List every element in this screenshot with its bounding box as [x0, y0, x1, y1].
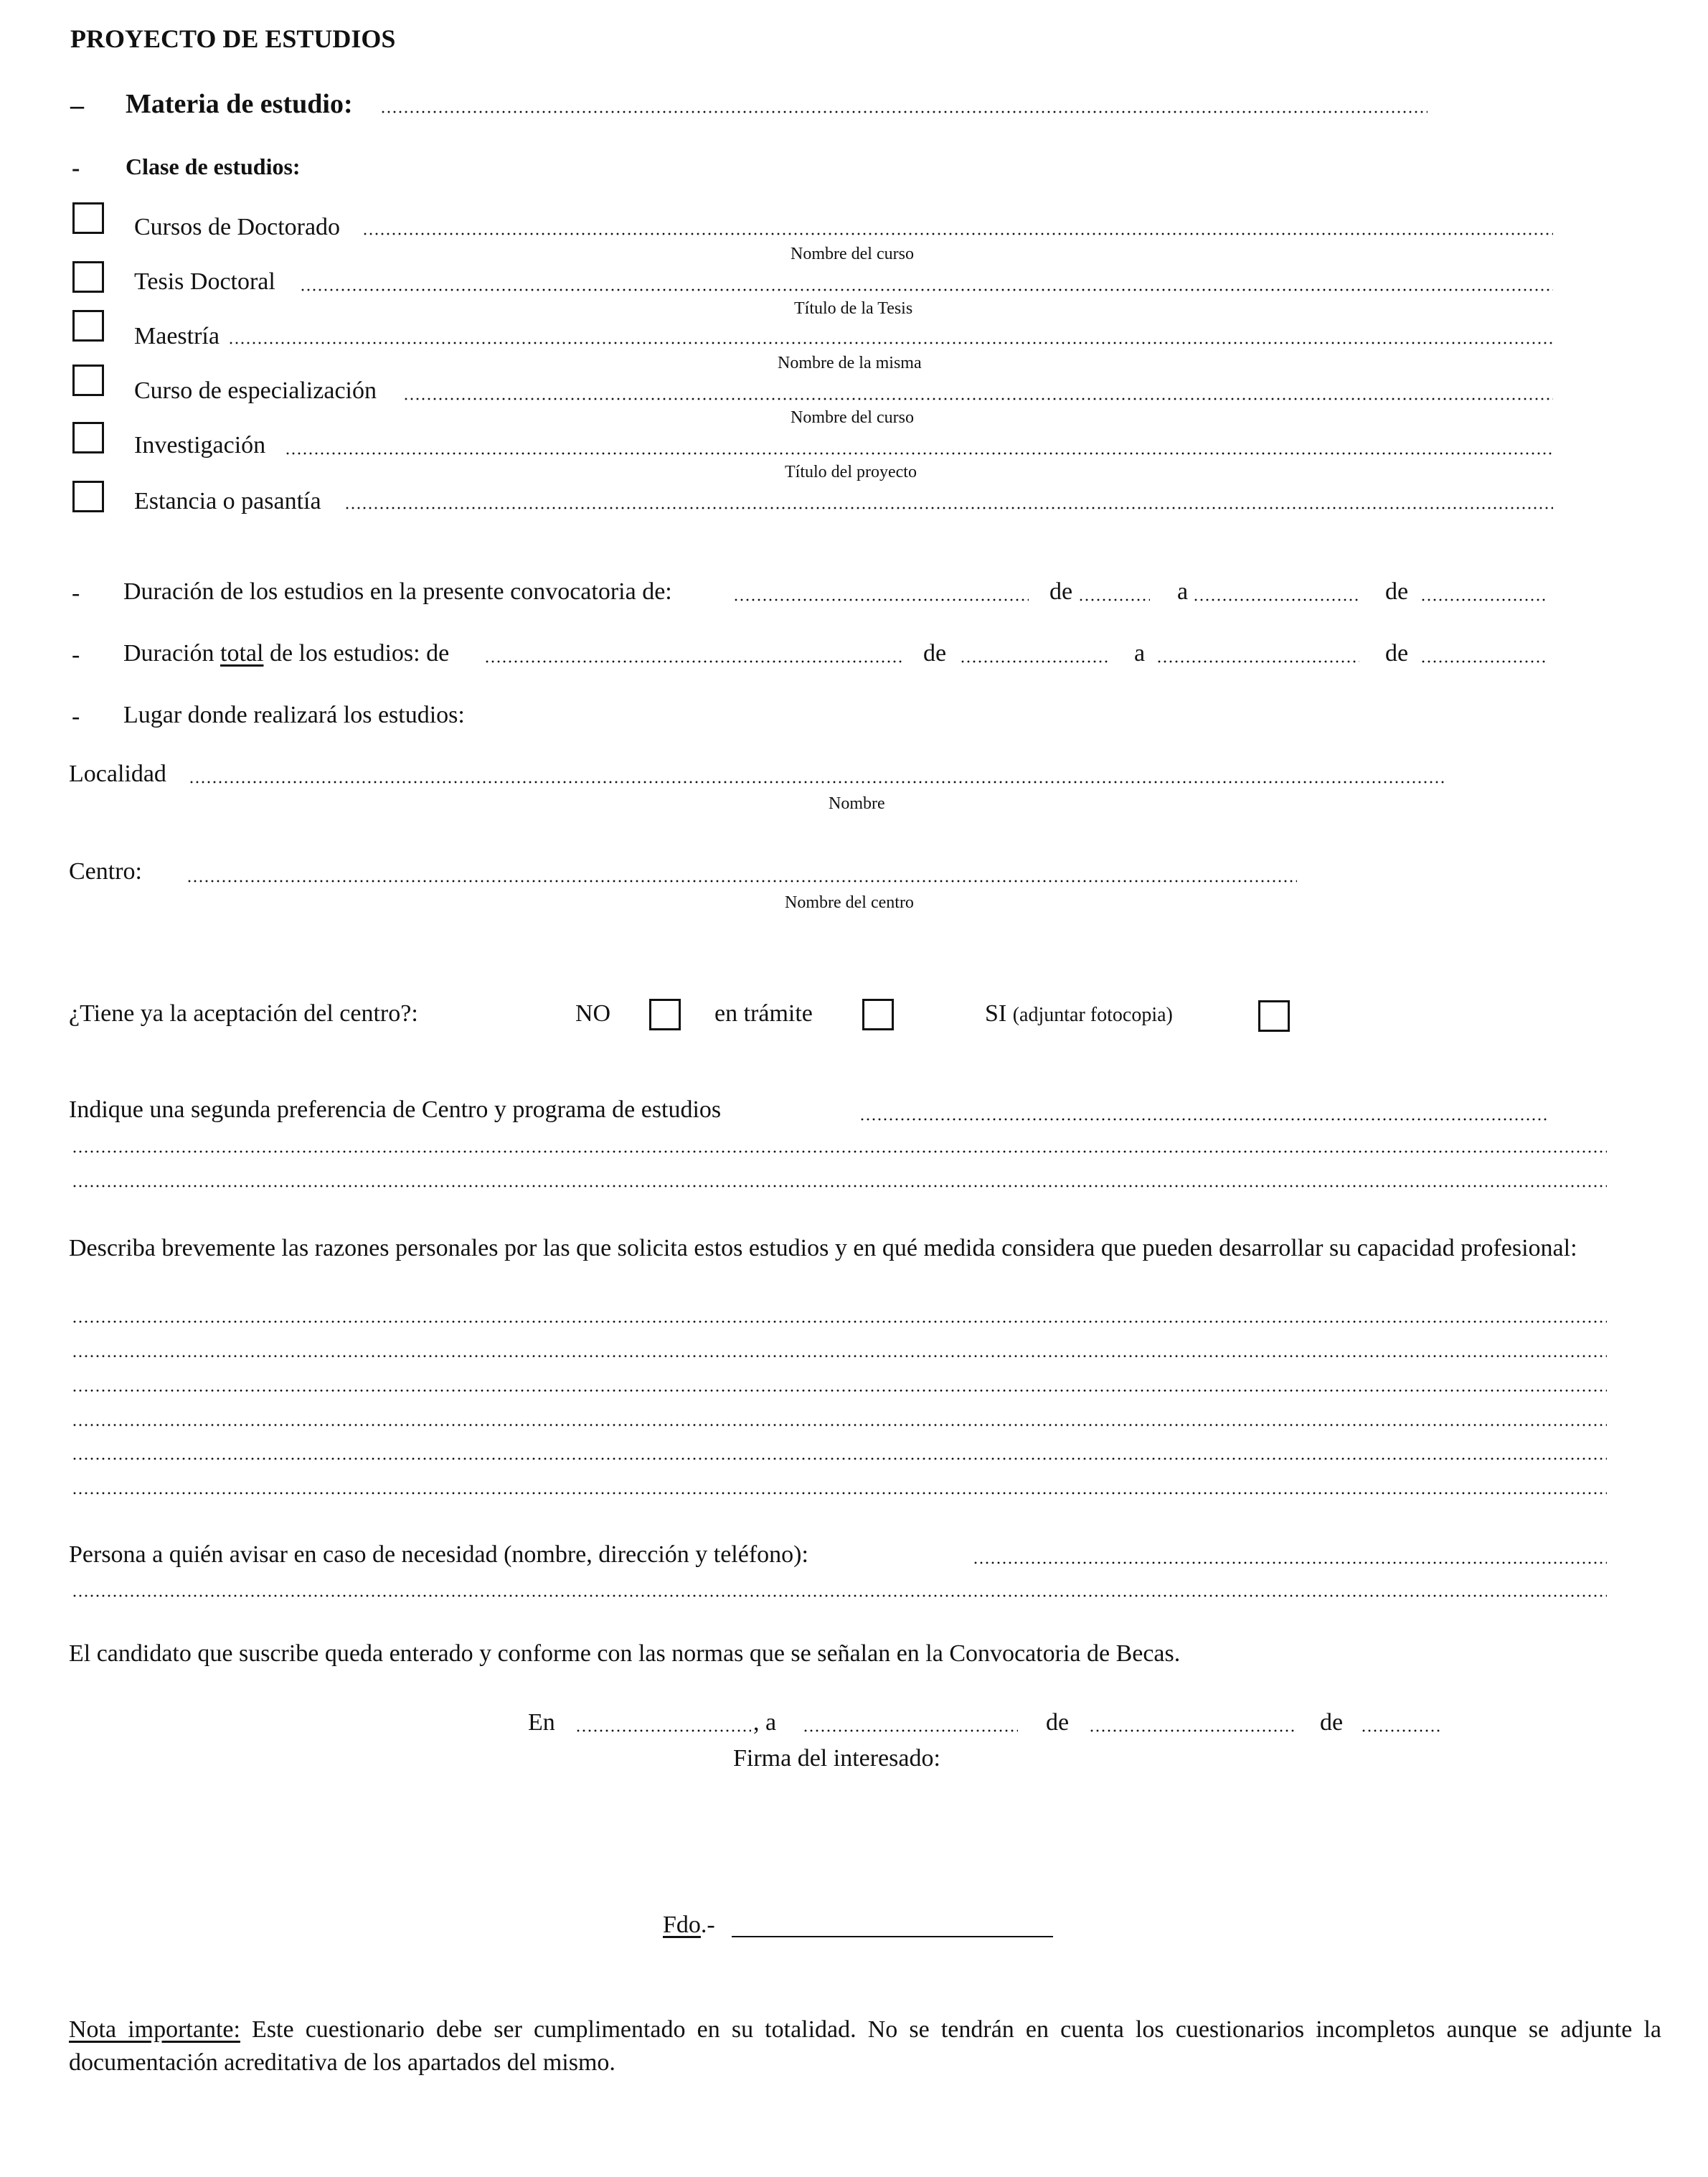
centro-field[interactable]	[187, 880, 1297, 883]
cursos-doctorado-field[interactable]	[362, 232, 1553, 235]
aceptacion-si-note: (adjuntar fotocopia)	[1012, 1004, 1173, 1026]
firma-de2: de	[1320, 1709, 1344, 1736]
localidad-label: Localidad	[69, 761, 166, 787]
duracion-total-bullet: -	[72, 641, 80, 668]
clase-bullet: -	[72, 155, 80, 182]
option-label-maestria: Maestría	[134, 323, 220, 349]
investigacion-field[interactable]	[285, 452, 1553, 455]
duracion-total-label: Duración total de los estudios: de	[123, 640, 450, 667]
option-label-curso-especializacion: Curso de especialización	[134, 377, 377, 404]
fdo-label: Fdo.-	[663, 1912, 715, 1938]
firma-de1: de	[1046, 1709, 1070, 1736]
firma-comma-a: , a	[753, 1709, 777, 1736]
lugar-bullet: -	[72, 703, 80, 730]
checkbox-aceptacion-si[interactable]	[1258, 1000, 1290, 1032]
page-title: PROYECTO DE ESTUDIOS	[70, 24, 396, 53]
contacto-field-1[interactable]	[973, 1561, 1607, 1564]
lugar-label: Lugar donde realizará los estudios:	[123, 702, 465, 728]
nota-text: Nota importante: Este cuestionario debe ser cumplimentado en su totalidad. No se tendrán en cuenta los cuestionarios incompletos aunque se adjunte la documentación acreditativa de los apartados del mismo.	[69, 2016, 1661, 2076]
hint-nombre-curso-2: Nombre del curso	[791, 408, 914, 427]
razones-field-3[interactable]	[72, 1389, 1607, 1392]
option-label-tesis-doctoral: Tesis Doctoral	[134, 268, 275, 295]
aceptacion-no-label: NO	[575, 1000, 611, 1027]
duracion-presente-a: a	[1177, 578, 1189, 605]
duracion-presente-de2-field[interactable]	[1420, 598, 1547, 601]
materia-field[interactable]	[380, 111, 1428, 113]
duracion-presente-bullet: -	[72, 580, 80, 606]
hint-titulo-proyecto: Título del proyecto	[785, 463, 917, 481]
curso-especializacion-field[interactable]	[403, 398, 1553, 400]
checkbox-curso-especializacion[interactable]	[72, 365, 104, 396]
duracion-total-de1-field[interactable]	[960, 660, 1110, 663]
maestria-field[interactable]	[228, 342, 1553, 344]
tesis-doctoral-field[interactable]	[300, 288, 1553, 291]
checkbox-tesis-doctoral[interactable]	[72, 261, 104, 293]
aceptacion-question: ¿Tiene ya la aceptación del centro?:	[69, 1000, 418, 1027]
contacto-label: Persona a quién avisar en caso de necesidad (nombre, dirección y teléfono):	[69, 1541, 808, 1568]
checkbox-aceptacion-tramite[interactable]	[862, 999, 894, 1030]
firma-label: Firma del interesado:	[733, 1745, 940, 1772]
aceptacion-tramite-label: en trámite	[714, 1000, 813, 1027]
duracion-total-a-field[interactable]	[1156, 660, 1359, 663]
duracion-presente-de2: de	[1385, 578, 1409, 605]
hint-nombre-misma: Nombre de la misma	[778, 354, 922, 372]
option-label-investigacion: Investigación	[134, 432, 266, 459]
firma-mes-field[interactable]	[1089, 1729, 1296, 1732]
segunda-preferencia-field-3[interactable]	[72, 1185, 1607, 1188]
localidad-field[interactable]	[189, 781, 1444, 784]
firma-en: En	[528, 1709, 555, 1736]
duracion-total-de2-field[interactable]	[1420, 660, 1547, 663]
duracion-total-underlined: total	[220, 640, 264, 667]
segunda-preferencia-label: Indique una segunda preferencia de Centro y programa de estudios	[69, 1096, 722, 1123]
materia-bullet: –	[70, 90, 84, 121]
estancia-pasantia-field[interactable]	[344, 507, 1553, 509]
aceptacion-si-label: SI (adjuntar fotocopia)	[985, 1000, 1173, 1027]
duracion-total-de-field[interactable]	[484, 660, 902, 663]
checkbox-estancia-pasantia[interactable]	[72, 481, 104, 512]
hint-nombre: Nombre	[829, 794, 885, 813]
firma-line[interactable]	[732, 1936, 1053, 1937]
razones-field-6[interactable]	[72, 1492, 1607, 1495]
checkbox-cursos-doctorado[interactable]	[72, 202, 104, 234]
firma-lugar-field[interactable]	[575, 1729, 751, 1732]
razones-field-2[interactable]	[72, 1355, 1607, 1358]
duracion-total-de1: de	[923, 640, 947, 667]
firma-anio-field[interactable]	[1361, 1729, 1441, 1732]
hint-titulo-tesis: Título de la Tesis	[794, 299, 913, 318]
hint-nombre-centro: Nombre del centro	[785, 893, 914, 912]
duracion-presente-de1: de	[1049, 578, 1073, 605]
razones-field-1[interactable]	[72, 1320, 1607, 1323]
materia-label: Materia de estudio:	[126, 89, 353, 119]
nota-label: Nota importante:	[69, 2016, 240, 2043]
hint-nombre-curso: Nombre del curso	[791, 245, 914, 263]
razones-text: Describa brevemente las razones personales por las que solicita estos estudios y en qué medida considera que pueden desarrollar su capacidad profesional:	[69, 1235, 1577, 1261]
razones-field-4[interactable]	[72, 1424, 1607, 1426]
clase-label: Clase de estudios:	[126, 154, 301, 179]
contacto-field-2[interactable]	[72, 1594, 1607, 1597]
option-label-estancia-pasantia: Estancia o pasantía	[134, 488, 321, 514]
duracion-presente-de1-field[interactable]	[1078, 598, 1150, 601]
duracion-total-de2: de	[1385, 640, 1409, 667]
conformidad-text: El candidato que suscribe queda enterado y conforme con las normas que se señalan en la Convocatoria de Becas.	[69, 1640, 1181, 1667]
centro-label: Centro:	[69, 858, 142, 885]
checkbox-maestria[interactable]	[72, 310, 104, 342]
duracion-presente-de-field[interactable]	[733, 598, 1029, 601]
razones-field-5[interactable]	[72, 1457, 1607, 1460]
firma-dia-field[interactable]	[803, 1729, 1018, 1732]
segunda-preferencia-field-2[interactable]	[72, 1150, 1607, 1153]
duracion-presente-label: Duración de los estudios en la presente convocatoria de:	[123, 578, 672, 605]
checkbox-investigacion[interactable]	[72, 422, 104, 453]
checkbox-aceptacion-no[interactable]	[649, 999, 681, 1030]
option-label-cursos-doctorado: Cursos de Doctorado	[134, 214, 341, 240]
duracion-total-a: a	[1134, 640, 1146, 667]
duracion-presente-a-field[interactable]	[1193, 598, 1359, 601]
segunda-preferencia-field-1[interactable]	[859, 1118, 1548, 1121]
